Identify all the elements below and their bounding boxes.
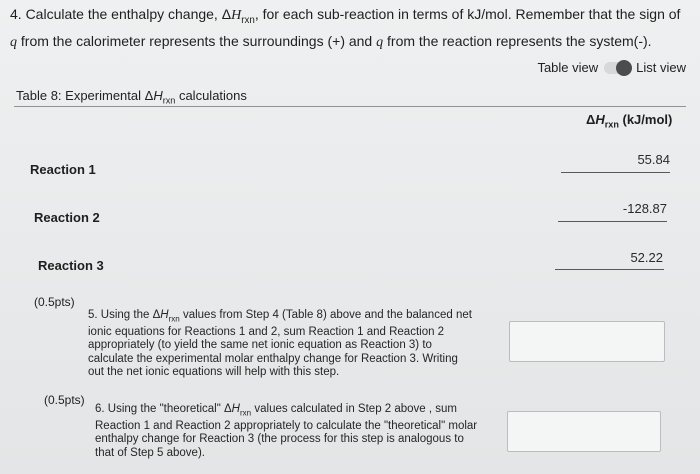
question-6-text: 6. Using the "theoretical" $\Delta H_{rxn}$ values calculated in Step 2 above , sum Reaction 1 and Reaction 2 appropriately to calculate the "theoretical" molar enthalpy change for Reaction 3 (the process for this step is analogous to that of Step 5 above). [95, 403, 478, 459]
view-toggle-switch[interactable] [604, 62, 630, 74]
question-6-answer-box[interactable] [507, 411, 661, 452]
column-header-enthalpy: $\Delta H_{rxn}$ (kJ/mol) [586, 112, 673, 130]
question-5-answer-box[interactable] [509, 321, 665, 362]
table-view-label[interactable]: Table view [537, 60, 599, 75]
reaction-2-value[interactable]: -128.87 [622, 201, 667, 216]
reaction-3-label: Reaction 3 [38, 258, 104, 273]
question-5-text: 5. Using the $\Delta H_{rxn}$ values from Step 4 (Table 8) above and the balanced net ionic equations for Reactions 1 and 2, sum Reaction 1 and Reaction 2 appropriately (to yield the same net ionic equation as Reaction 3) to calculate the experimental molar enthalpy change for Reaction 3. Writing out the net ionic equations will help with this step. [88, 309, 472, 379]
reaction-2-label: Reaction 2 [34, 210, 100, 225]
question-6-points: (0.5pts) [44, 393, 85, 407]
view-toggle[interactable] [537, 60, 686, 75]
table-divider [14, 106, 686, 107]
question-5-points: (0.5pts) [34, 295, 75, 309]
reaction-3-value[interactable]: 52.22 [630, 250, 663, 265]
reaction-1-label: Reaction 1 [30, 162, 96, 177]
toggle-knob [616, 60, 632, 76]
table-title: Table 8: Experimental $\Delta H_{rxn}$ calculations [16, 88, 247, 106]
reaction-1-value[interactable]: 55.84 [637, 152, 670, 167]
reaction-3-field-underline [555, 269, 664, 270]
list-view-label[interactable]: List view [636, 60, 686, 75]
reaction-2-field-underline [558, 221, 667, 222]
question-4-text: 4. Calculate the enthalpy change, $\Delta H_{rxn}$, for each sub-reaction in terms of kJ/mol. Remember that the sign of q from the calorimeter represents the surroundings (+) and q from the reaction represents the system(-). [10, 6, 681, 50]
reaction-1-field-underline [561, 172, 670, 173]
